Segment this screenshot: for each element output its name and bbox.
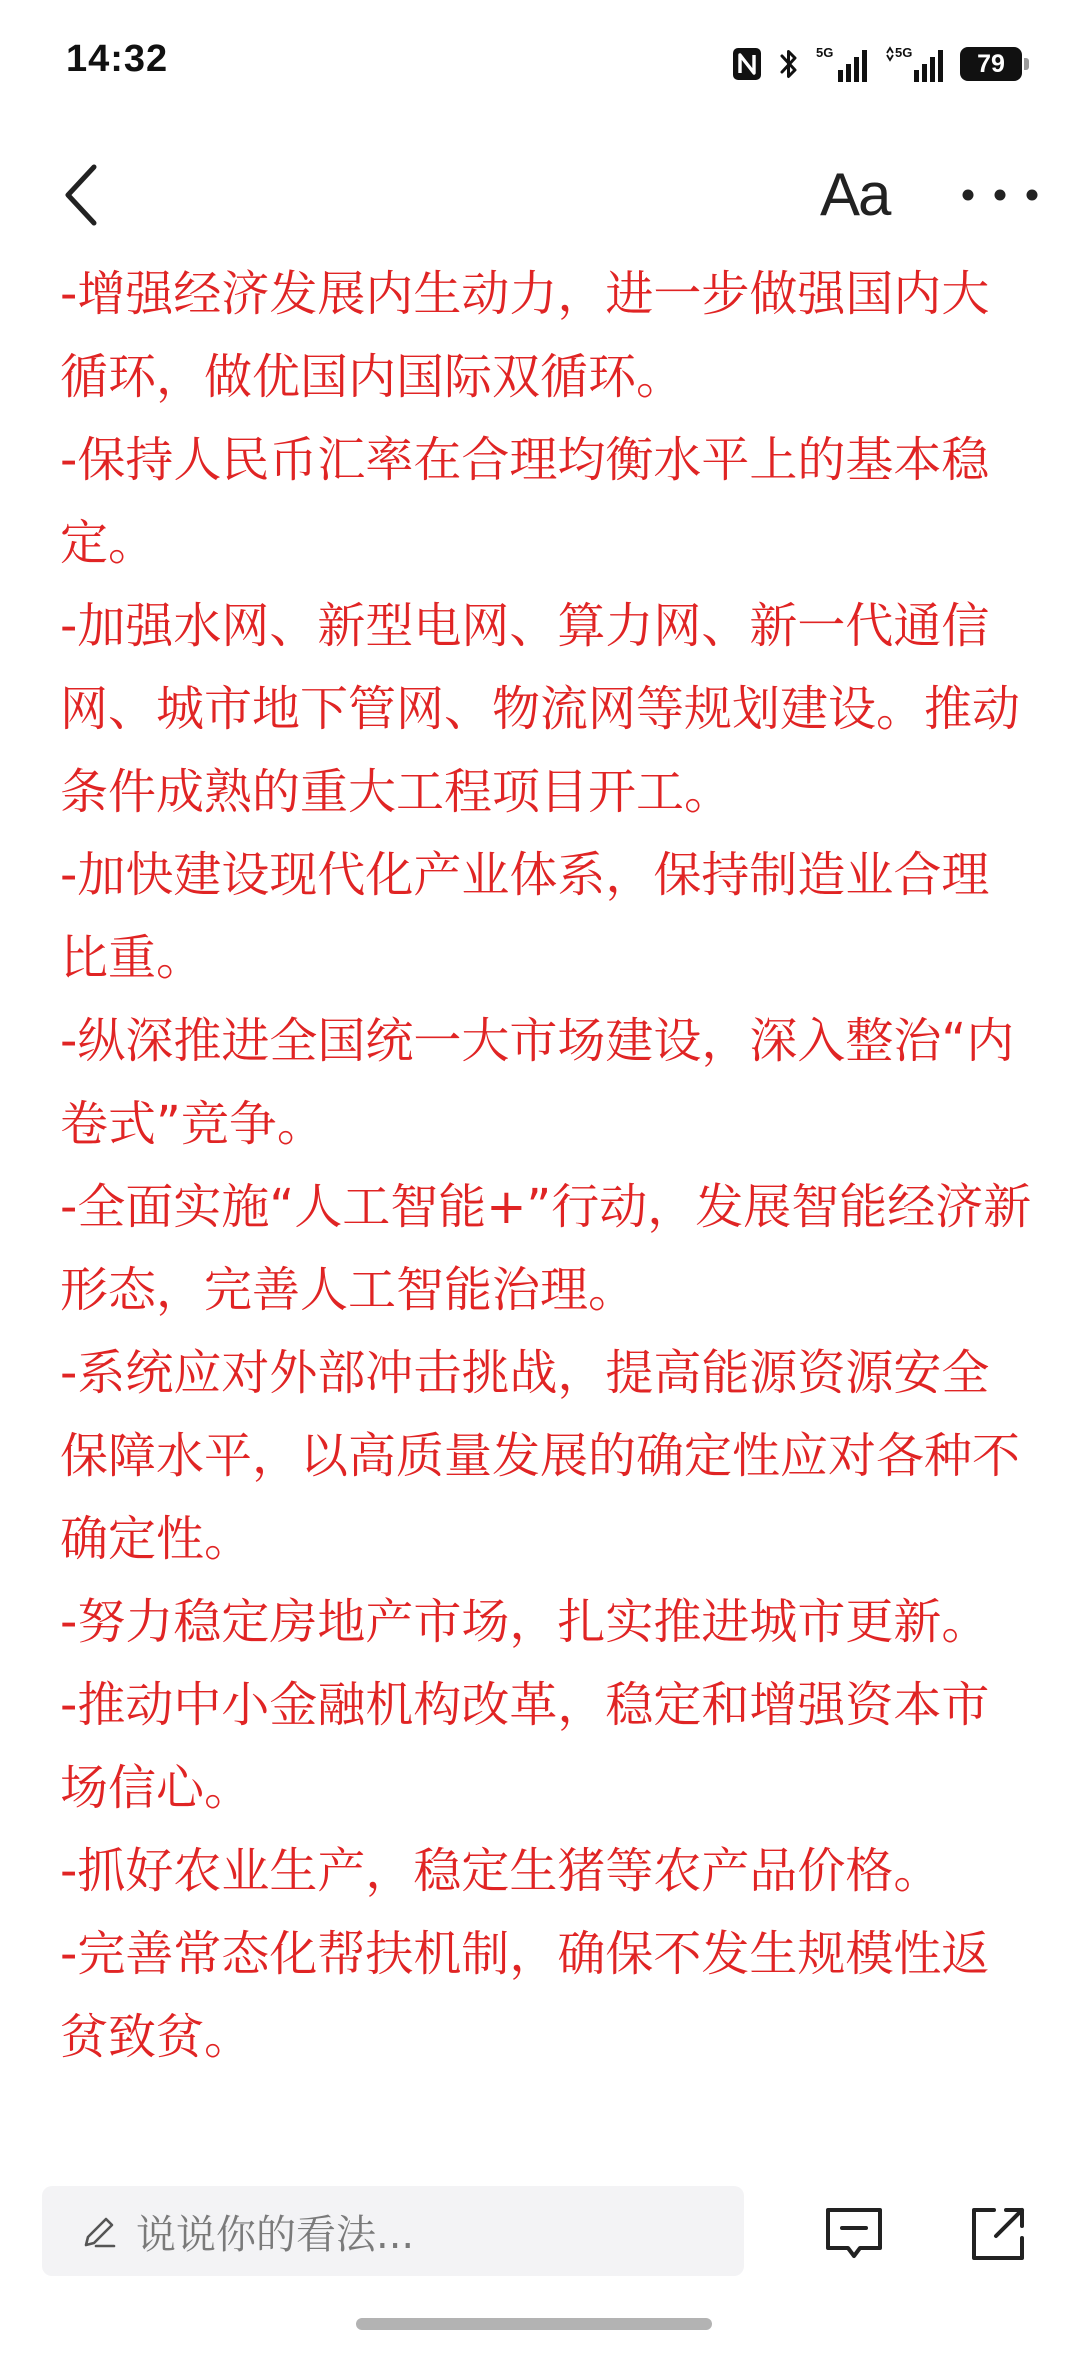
- share-icon: [966, 2202, 1030, 2266]
- font-size-button[interactable]: Aa: [820, 160, 890, 228]
- comment-placeholder: 说说你的看法...: [136, 2211, 415, 2258]
- article-line: -系统应对外部冲击挑战，提高能源资源安全: [60, 1345, 990, 1401]
- article-line: 场信心。: [60, 1760, 253, 1816]
- article-line: 比重。: [60, 930, 205, 986]
- article-line: 保障水平，以高质量发展的确定性应对各种不: [60, 1428, 1021, 1484]
- comment-button[interactable]: [818, 2198, 890, 2270]
- article-line: -全面实施“人工智能+”行动，发展智能经济新: [60, 1179, 1032, 1235]
- article-line: -完善常态化帮扶机制，确保不发生规模性返: [60, 1926, 990, 1982]
- nfc-icon: [732, 47, 762, 81]
- signal-5g-icon: [884, 44, 944, 84]
- article-line: -推动中小金融机构改革，稳定和增强资本市: [60, 1677, 990, 1733]
- back-button[interactable]: [44, 154, 120, 236]
- more-button[interactable]: [952, 160, 1048, 230]
- article-line: 确定性。: [60, 1511, 253, 1567]
- status-time: 14:32: [66, 38, 169, 80]
- article-line: -抓好农业生产，稳定生猪等农产品价格。: [60, 1843, 942, 1899]
- more-dots-icon: [958, 187, 1042, 203]
- article-line: 形态，完善人工智能治理。: [60, 1262, 637, 1318]
- article-line: -加快建设现代化产业体系，保持制造业合理: [60, 847, 990, 903]
- battery-icon: [960, 47, 1022, 81]
- back-arrow-icon: [62, 163, 102, 227]
- bluetooth-icon: [778, 47, 800, 81]
- article-line: -增强经济发展内生动力，进一步做强国内大: [60, 266, 990, 322]
- status-bar: [0, 0, 1080, 130]
- article-line: 循环，做优国内国际双循环。: [60, 349, 685, 405]
- article-line: -加强水网、新型电网、算力网、新一代通信: [60, 598, 990, 654]
- svg-text:5G: 5G: [895, 45, 913, 60]
- home-indicator[interactable]: [356, 2318, 712, 2330]
- comment-icon: [822, 2202, 886, 2266]
- article-line: 贫致贫。: [60, 2009, 253, 2065]
- signal-5g-icon: [816, 44, 868, 84]
- article-line: -纵深推进全国统一大市场建设，深入整治“内: [60, 1013, 1015, 1069]
- status-icons: [732, 42, 1022, 86]
- article-line: -保持人民币汇率在合理均衡水平上的基本稳: [60, 432, 990, 488]
- article-line: 网、城市地下管网、物流网等规划建设。推动: [60, 681, 1021, 737]
- bottom-action-bar: [0, 2172, 1080, 2292]
- share-button[interactable]: [962, 2198, 1034, 2270]
- svg-text:5G: 5G: [816, 45, 834, 60]
- battery-level: 79: [977, 49, 1005, 78]
- top-nav-bar: [0, 130, 1080, 260]
- article-body[interactable]: [0, 228, 1080, 2124]
- comment-input[interactable]: [42, 2186, 744, 2276]
- article-line: -努力稳定房地产市场，扎实推进城市更新。: [60, 1594, 990, 1650]
- article-line: 条件成熟的重大工程项目开工。: [60, 764, 733, 820]
- pen-icon: [78, 2211, 118, 2251]
- article-text: [60, 228, 1032, 2079]
- article-line: 定。: [60, 515, 157, 571]
- article-line: 卷式”竞争。: [60, 1096, 325, 1152]
